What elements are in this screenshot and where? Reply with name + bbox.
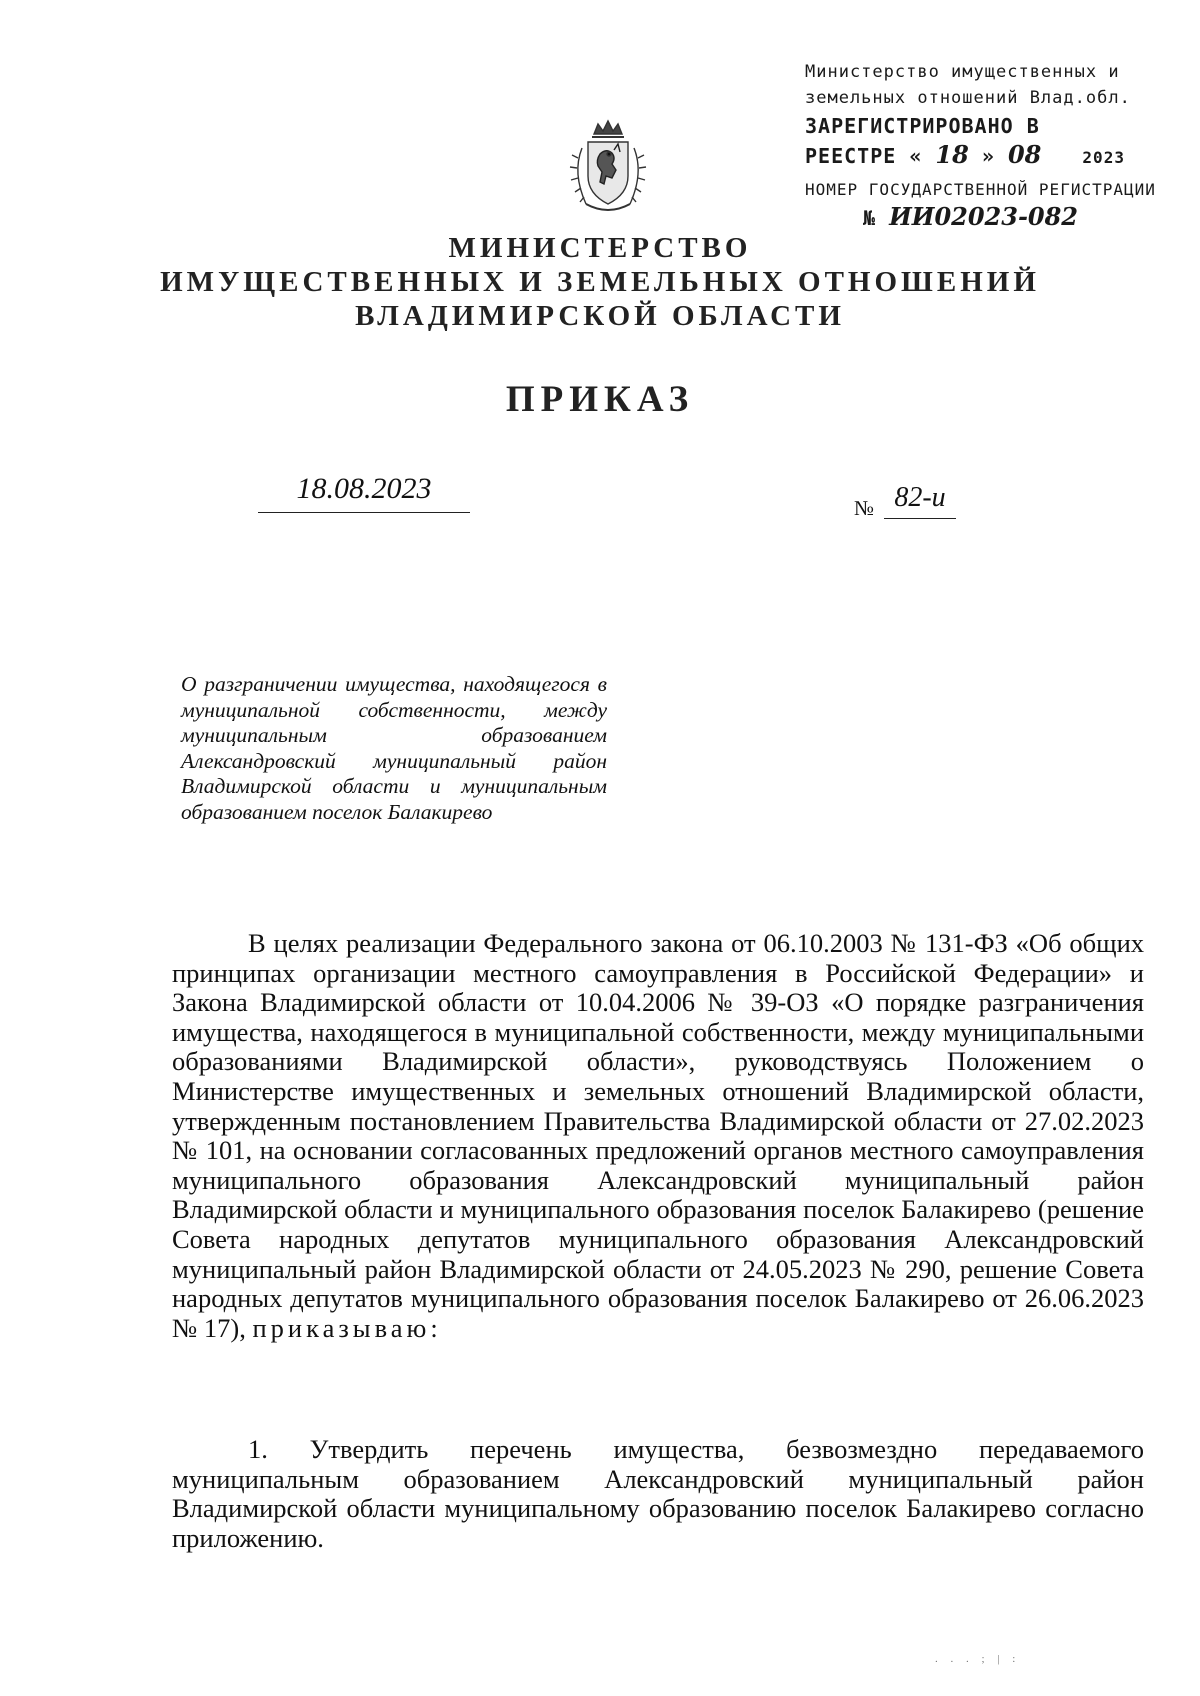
order-subject: О разграничении имущества, находящегося в муниципальной собственности, между муниципальным образованием Александровский муниципальный район Владимирской области и муниципальным образованием поселок Балакирево — [181, 672, 607, 824]
order-number-label: № — [854, 496, 875, 520]
stamp-line-ministry: Министерство имущественных и — [805, 62, 1120, 82]
stamp-number-value: ИИ02023-082 — [889, 202, 1078, 231]
stamp-line-registration-number — [863, 202, 1078, 231]
order-date: 18.08.2023 — [258, 472, 470, 513]
stamp-line-registered: ЗАРЕГИСТРИРОВАНО В — [805, 114, 1040, 138]
stamp-registry-month: 08 — [1007, 140, 1042, 169]
order-number-value: 82-и — [884, 482, 956, 519]
preamble-text: В целях реализации Федерального закона от 06.10.2003 № 131-ФЗ «Об общих принципах организации местного самоуправления в Российской Федерации» и Закона Владимирской области от 10.04.2006 № 39-ОЗ «О порядке разграничения имущества, находящегося в муниципальной собственности, между муниципальными образованиями Владимирской области», руководствуясь Положением о Министерстве имущественных и земельных отношений Владимирской области, утвержденным постановлением Правительства Владимирской области от 27.02.2023 № 101, на основании согласованных предложений органов местного самоуправления муниципального образования Александровский муниципальный район Владимирской области и муниципального образования поселок Балакирево (решение Совета народных депутатов муниципального образования Александровский муниципальный район Владимирской области от 24.05.2023 № 290, решение Совета народных депутатов муниципального образования поселок Балакирево от 26.06.2023 № 17), — [172, 928, 1144, 1343]
ministry-title-line1: МИНИСТЕРСТВО — [448, 232, 752, 264]
scan-marks: . . . ; | : — [935, 1653, 1021, 1665]
order-command: приказываю: — [252, 1312, 442, 1343]
stamp-number-prefix: № — [863, 206, 877, 230]
stamp-registry-year: 2023 — [1082, 148, 1125, 167]
ministry-title-line3: ВЛАДИМИРСКОЙ ОБЛАСТИ — [355, 300, 845, 332]
coat-of-arms-icon — [560, 118, 656, 218]
stamp-registry-label: РЕЕСТРЕ « — [805, 144, 923, 168]
stamp-registry-sep: » — [981, 144, 995, 168]
preamble-paragraph — [172, 929, 1144, 1343]
stamp-line-registry-date — [805, 140, 1125, 169]
stamp-line-department: земельных отношений Влад.обл. — [805, 88, 1131, 108]
order-item-1: 1. Утвердить перечень имущества, безвозмездно передаваемого муниципальным образованием Александровский муниципальный район Владимирской области муниципальному образованию поселок Балакирево согласно приложению. — [172, 1434, 1144, 1553]
document-type-title: ПРИКАЗ — [505, 379, 695, 420]
stamp-registry-day: 18 — [935, 140, 969, 169]
ministry-title-line2: ИМУЩЕСТВЕННЫХ И ЗЕМЕЛЬНЫХ ОТНОШЕНИЙ — [160, 266, 1040, 298]
stamp-line-state-registration: НОМЕР ГОСУДАРСТВЕННОЙ РЕГИСТРАЦИИ — [805, 180, 1156, 199]
